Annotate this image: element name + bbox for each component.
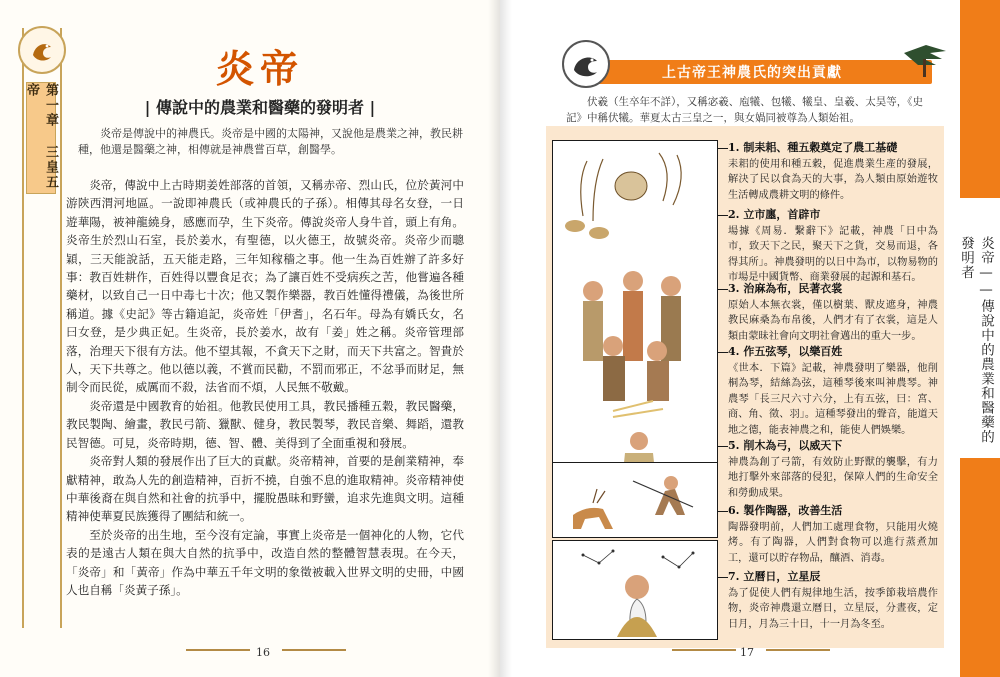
connector-line: [718, 446, 728, 447]
contribution-item: [728, 281, 938, 344]
body-paragraph: 炎帝還是中國教育的始祖。他教民使用工具，教民播種五穀，教民醫藥，教民製陶、繪畫，教民弓箭、獵獸、健身，教民製琴，教民音樂、舞蹈，還教民智德。可見，炎帝時期，德、智、體、美得到了全面重視和發展。: [66, 398, 464, 450]
illustration-hunter-deer: [552, 462, 718, 538]
contribution-heading: 6. 製作陶器，改善生活: [728, 504, 843, 517]
footer-ornament: [186, 649, 250, 651]
body-paragraph: 炎帝對人類的發展作出了巨大的貢獻。炎帝精神，首要的是創業精神，奉獻精神，敢為人先的創造精神，百折不撓，自強不息的進取精神。炎帝精神使中華後裔在與自然和社會的抗爭中，擺脫愚昧和野蠻，追求先進與文明。這種精神使華夏民族獲得了團結和統一。: [66, 454, 464, 524]
footer-ornament: [672, 649, 736, 651]
contribution-heading: 3. 治麻為布，民著衣裳: [728, 282, 843, 295]
contribution-item: [728, 569, 938, 632]
contribution-text: 原始人本無衣裳，僅以樹葉、獸皮遮身，神農教民麻桑為布帛後，人們才有了衣裳，這是人類由蒙昧社會向文明社會邁出的重大一步。: [728, 299, 938, 342]
contribution-heading: 4. 作五弦琴，以樂百姓: [728, 345, 843, 358]
contribution-item: [728, 344, 938, 438]
contribution-heading: 5. 削木為弓，以威天下: [728, 439, 843, 452]
footer-ornament: [766, 649, 830, 651]
body-paragraph: 炎帝，傳說中上古時期姜姓部落的首領，又稱赤帝、烈山氏，位於黃河中游陝西渭河地區。一說即神農氏（或神農氏的子孫）。相傳其母名女登，一日遊華陽，被神龍繞身，感應而孕，生下炎帝。傳說炎帝人身牛首，頭上有角。炎帝生於烈山石室，長於姜水，有聖德，以火德王，故號炎帝。炎帝少而聰穎，三天能說話，五天能走路，三年知稼穡之事。他一生為百姓辦了許多好事：教百姓耕作，百姓得以豐食足衣；為了讓百姓不受病疾之苦，他嘗遍各種藥材，以致自己一日中毒七十次；他又製作樂器，教百姓懂得禮儀，為後世所稱道。據《史記》等古籍追記，炎帝姓「伊耆」，名石年。母為有嬌氏女，名曰女登，是少典正妃。生炎帝，長於姜水，故有「姜」姓之稱。炎帝管理部落，治理天下很有方法。他不望其報，不貪天下之財，而天下共富之。智貴於人，天下共尊之。他以德以義，不賞而民勸，不罰而邪正，不忿爭而財足，無制令而民從，威厲而不殺，法省而不煩，人民無不敬戴。: [66, 178, 464, 395]
footer-ornament: [282, 649, 346, 651]
body-paragraph: 至於炎帝的出生地，至今沒有定論，事實上炎帝是一個神化的人物，它代表的是遠古人類在與大自然的抗爭中，改造自然的整體智慧表現。在今天，「炎帝」和「黃帝」作為中華五千年文明的象徵被載入世界文明的史冊，中國人也自稱「炎黃子孫」。: [66, 527, 464, 597]
connector-line: [718, 577, 728, 578]
connector-line: [718, 511, 728, 512]
connector-line: [718, 215, 728, 216]
illustration-column: [552, 140, 720, 640]
contribution-heading: 2. 立市廛，首辟市: [728, 208, 821, 221]
contribution-item: [728, 140, 938, 203]
page-number: 16: [256, 646, 270, 659]
pine-tree-icon: [902, 40, 948, 80]
page-number: 17: [740, 646, 754, 659]
contribution-item: [728, 207, 938, 286]
body-text: [66, 176, 464, 599]
right-intro: 伏羲（生卒年不詳），又稱宓羲、庖犧、包犧、犧皇、皇羲、太昊等，《史記》中稱伏犧。華夏太古三皇之一，與女媧同被尊為人類始祖。: [566, 96, 923, 124]
page-title: 炎帝: [215, 46, 304, 91]
illustration-astronomer: [552, 540, 718, 640]
contribution-item: [728, 503, 938, 566]
contribution-heading: 1. 制耒耜、種五穀奠定了農工基礎: [728, 141, 898, 154]
connector-line: [718, 148, 728, 149]
connector-line: [718, 289, 728, 290]
contribution-text: 場據《周易．繫辭下》記載，神農「日中為市，致天下之民，聚天下之貨，交易而退，各得其所」。神農發明的以日中為市，以物易物的市場是中國貨幣、商業發展的起源和基石。: [728, 225, 938, 283]
intro-paragraph: 炎帝是傳說中的神農氏。炎帝是中國的太陽神，又說他是農業之神，教民耕種，他還是醫藥之神，相傳就是神農嘗百草，創醫學。: [78, 127, 463, 156]
dragon-medallion-icon: [562, 40, 610, 88]
connector-line: [718, 352, 728, 353]
contribution-text: 耒耜的使用和種五穀，促進農業生產的發展，解決了民以食為天的大事，為人類由原始遊牧生活轉成農耕文明的條件。: [728, 158, 938, 201]
dragon-medallion-icon: [18, 26, 66, 74]
running-side-title: 炎帝——傳說中的農業和醫藥的發明者: [958, 236, 994, 444]
contribution-text: 神農為創了弓箭，有效防止野獸的襲擊，有力地打擊外來部落的侵犯，保障人們的生命安全和勞動成果。: [728, 456, 938, 499]
chapter-tab: 第一章 三皇五帝: [26, 82, 56, 194]
section-banner: 上古帝王神農氏的突出貢獻: [572, 60, 932, 84]
page-subtitle: | 傳說中的農業和醫藥的發明者 |: [144, 98, 376, 117]
contribution-text: 《世本．下篇》記載，神農發明了樂器，他削桐為琴，結絲為弦，這種琴後來叫神農琴。神農琴「長三尺六寸六分，上有五弦，曰：宮、商、角、徵、羽」。這種琴發出的聲音，能道天地之德，能表神農之和，能使人們娛樂。: [728, 362, 938, 436]
contribution-heading: 7. 立曆日，立星辰: [728, 570, 821, 583]
contribution-text: 陶器發明前，人們加工處理食物，只能用火燒烤。有了陶器，人們對食物可以進行蒸煮加工，還可以貯存物品，釀酒、消毒。: [728, 521, 938, 564]
contribution-item: [728, 438, 938, 501]
contribution-text: 為了促使人們有規律地生活，按季節栽培農作物，炎帝神農還立曆日，立星辰，分晝夜，定日月，月為三十日，十一月為冬至。: [728, 587, 938, 630]
book-gutter: [488, 0, 512, 677]
